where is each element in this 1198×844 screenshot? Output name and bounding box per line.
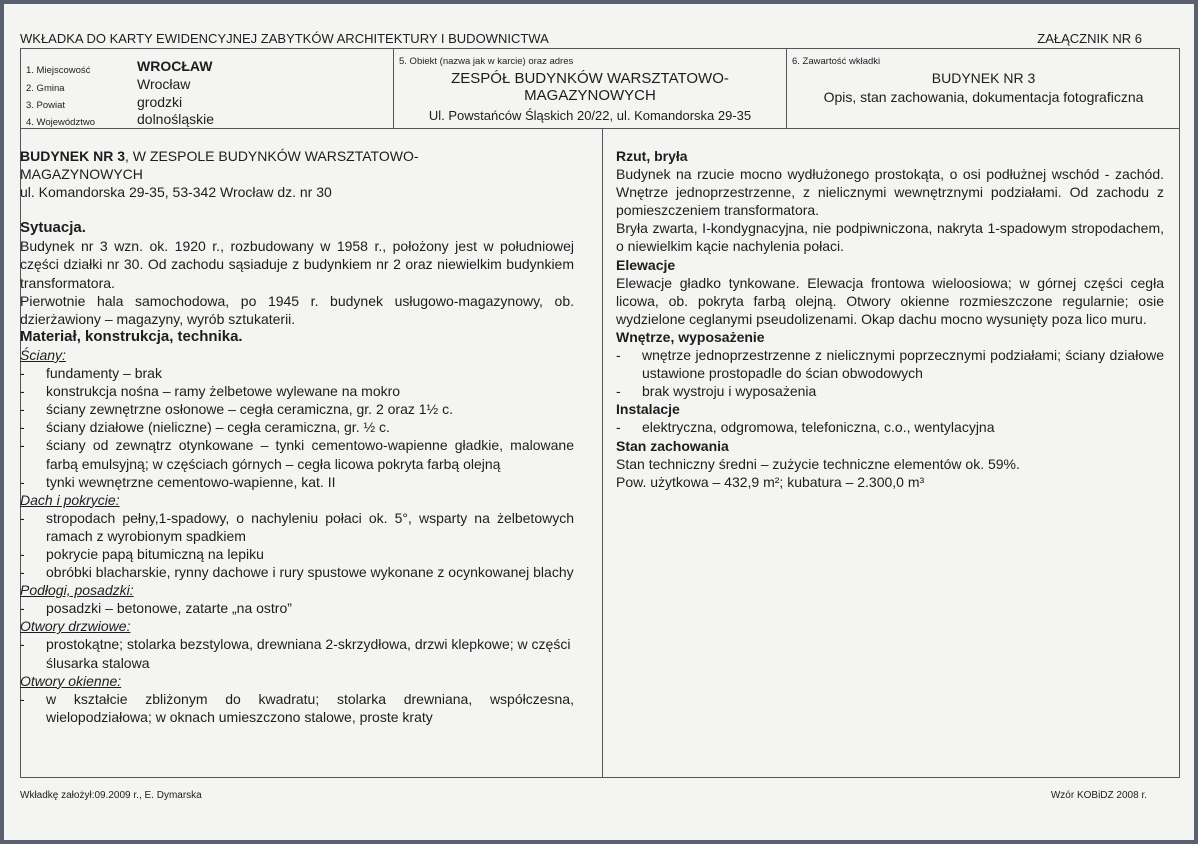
- elevations-paragraph: Elewacje gładko tynkowane. Elewacja frontowa wieloosiowa; w górnej części cegła licowa, ob. pokryta farbą olejną. Otwory okienne rozmieszczone regularnie; osie wydzielone ceglanymi pseudolizenami. Okap dachu mocno wysunięty poza lico muru.: [616, 274, 1164, 327]
- list-dash: -: [616, 383, 621, 400]
- list-item: [20, 400, 574, 418]
- list-dash: -: [20, 473, 25, 490]
- building-address: ul. Komandorska 29-35, 53-342 Wrocław dz. nr 30: [20, 184, 332, 201]
- plan-paragraph: Bryła zwarta, I-kondygnacyjna, nie podpiwniczona, nakryta 1-spadowym stropodachem, o niewielkim kącie nachylenia połaci.: [616, 220, 1164, 255]
- header-boxes: [20, 48, 1180, 129]
- list-item-text: posadzki – betonowe, zatarte „na ostro”: [46, 600, 292, 617]
- left-column: [20, 147, 574, 726]
- list-dash: -: [616, 419, 621, 436]
- footer-author: Wkładkę założył:09.2009 r., E. Dymarska: [20, 790, 202, 801]
- location-value: Wrocław: [137, 76, 191, 92]
- installations-heading: Instalacje: [616, 401, 680, 418]
- location-label: 4. Województwo: [26, 117, 95, 128]
- location-label: 3. Powiat: [26, 100, 66, 111]
- list-item: [20, 690, 574, 726]
- list-item-text: konstrukcja nośna – ramy żelbetowe wylewane na mokro: [46, 383, 401, 400]
- attachment-number: ZAŁĄCZNIK NR 6: [1037, 31, 1142, 46]
- form-title: WKŁADKA DO KARTY EWIDENCYJNEJ ZABYTKÓW ARCHITEKTURY I BUDOWNICTWA: [20, 31, 549, 46]
- list-item-text: ściany zewnętrzne osłonowe – cegła ceramiczna, gr. 2 oraz 1½ c.: [46, 401, 453, 418]
- building-heading: [20, 147, 574, 165]
- list-item-text: ściany działowe (nieliczne) – cegła ceramiczna, gr. ½ c.: [46, 419, 390, 436]
- list-item: [20, 635, 574, 671]
- list-item-text: wnętrze jednoprzestrzenne z nielicznymi poprzecznymi podziałami; ściany działowe ustawione prostopadle do ścian obwodowych: [642, 347, 1164, 382]
- list-dash: -: [20, 437, 25, 454]
- list-item: [616, 418, 1164, 436]
- location-value: dolnośląskie: [137, 111, 215, 127]
- contents-subtitle: Opis, stan zachowania, dokumentacja fotograficzna: [823, 89, 1144, 105]
- list-item-text: tynki wewnętrzne cementowo-wapienne, kat. II: [46, 473, 336, 490]
- condition-heading: Stan zachowania: [616, 437, 729, 454]
- list-item-text: stropodach pełny,1-spadowy, o nachyleniu połaci ok. 5°, wsparty na żelbetowych ramach z wyrobionym spadkiem: [46, 509, 574, 544]
- footer-template: Wzór KOBiDZ 2008 r.: [1050, 790, 1147, 801]
- list-item: [20, 473, 574, 491]
- list-item-text: elektryczna, odgromowa, telefoniczna, c.o., wentylacyjna: [642, 419, 995, 436]
- list-dash: -: [20, 545, 25, 562]
- list-dash: -: [20, 383, 25, 400]
- doors-heading: Otwory drzwiowe:: [20, 618, 131, 635]
- list-dash: -: [20, 564, 25, 581]
- list-item-text: brak wystroju i wyposażenia: [642, 383, 817, 400]
- list-dash: -: [20, 636, 25, 653]
- material-heading: Materiał, konstrukcja, technika.: [20, 327, 243, 345]
- list-item: [20, 509, 574, 545]
- object-name-line: MAGAZYNOWYCH: [524, 87, 656, 104]
- divider: [786, 48, 787, 128]
- floors-heading: Podłogi, posadzki:: [20, 582, 134, 599]
- list-item: [20, 436, 574, 472]
- building-heading-line2: MAGAZYNOWYCH: [20, 166, 143, 183]
- plan-heading: Rzut, bryła: [616, 148, 688, 164]
- situation-paragraph: Budynek nr 3 wzn. ok. 1920 r., rozbudowany w 1958 r., położony jest w południowej części działki nr 30. Od zachodu sąsiaduje z budynkiem nr 2 oraz niewielkim budynkiem transformatora.: [20, 238, 574, 291]
- list-item: [20, 382, 574, 400]
- list-item: [20, 545, 574, 563]
- object-name: [394, 70, 786, 104]
- walls-heading: Ściany:: [20, 346, 66, 363]
- area-volume: Pow. użytkowa – 432,9 m²; kubatura – 2.300,0 m³: [616, 473, 925, 490]
- list-dash: -: [20, 401, 25, 418]
- list-item-text: ściany od zewnątrz otynkowane – tynki cementowo-wapienne gładkie, malowane farbą emulsyjną; w częściach górnych – cegła licowa pokryta farbą olejną: [46, 437, 574, 472]
- situation-paragraph: Pierwotnie hala samochodowa, po 1945 r. budynek usługowo-magazynowy, ob. dzierżawiony – magazyny, wyrób sztukaterii.: [20, 292, 574, 327]
- list-dash: -: [20, 690, 25, 707]
- windows-heading: Otwory okienne:: [20, 672, 122, 689]
- location-label: 1. Miejscowość: [26, 65, 91, 76]
- list-dash: -: [616, 347, 621, 364]
- contents-label: 6. Zawartość wkładki: [792, 56, 881, 67]
- contents-title: BUDYNEK NR 3: [931, 70, 1036, 86]
- object-name-line: ZESPÓŁ BUDYNKÓW WARSZTATOWO-: [451, 70, 729, 87]
- list-item: [20, 563, 574, 581]
- roof-heading: Dach i pokrycie:: [20, 491, 120, 508]
- list-item: [20, 364, 574, 382]
- situation-heading: Sytuacja.: [20, 219, 86, 237]
- list-dash: -: [20, 419, 25, 436]
- list-item-text: fundamenty – brak: [46, 365, 162, 382]
- location-label: 2. Gmina: [26, 83, 65, 94]
- object-label: 5. Obiekt (nazwa jak w karcie) oraz adres: [399, 56, 574, 67]
- building-heading-bold: BUDYNEK NR 3: [20, 148, 126, 164]
- building-heading-rest: , W ZESPOLE BUDYNKÓW WARSZTATOWO-: [125, 148, 419, 164]
- column-divider: [602, 129, 603, 777]
- plan-paragraph: Budynek na rzucie mocno wydłużonego prostokąta, o osi podłużnej wschód - zachód. Wnętrze jednoprzestrzenne, z nielicznymi wewnętrznymi podziałami. Od zachodu z pomieszczeniem transformatora.: [616, 166, 1164, 219]
- document-sheet: [4, 4, 1194, 840]
- interior-heading: Wnętrze, wyposażenie: [616, 328, 765, 345]
- list-dash: -: [20, 509, 25, 526]
- list-item-text: pokrycie papą bitumiczną na lepiku: [46, 545, 264, 562]
- list-item-text: obróbki blacharskie, rynny dachowe i rury spustowe wykonane z ocynkowanej blachy: [46, 564, 574, 581]
- location-value: WROCŁAW: [137, 58, 213, 74]
- right-column: [616, 147, 1164, 491]
- object-address: Ul. Powstańców Śląskich 20/22, ul. Komandorska 29-35: [428, 108, 752, 123]
- list-item: [20, 418, 574, 436]
- list-item: [616, 382, 1164, 400]
- list-item: [616, 346, 1164, 382]
- list-dash: -: [20, 365, 25, 382]
- location-value: grodzki: [137, 94, 183, 110]
- list-item-text: prostokątne; stolarka bezstylowa, drewniana 2-skrzydłowa, drzwi klepkowe; w części ślusarka stalowa: [46, 636, 571, 671]
- elevations-heading: Elewacje: [616, 256, 676, 273]
- list-item: [20, 599, 574, 617]
- list-item-text: w kształcie zbliżonym do kwadratu; stolarka drewniana, współczesna, wielopodziałowa; w oknach umieszczono stalowe, proste kraty: [46, 690, 574, 725]
- list-dash: -: [20, 600, 25, 617]
- condition-paragraph: Stan techniczny średni – zużycie techniczne elementów ok. 59%.: [616, 455, 1020, 472]
